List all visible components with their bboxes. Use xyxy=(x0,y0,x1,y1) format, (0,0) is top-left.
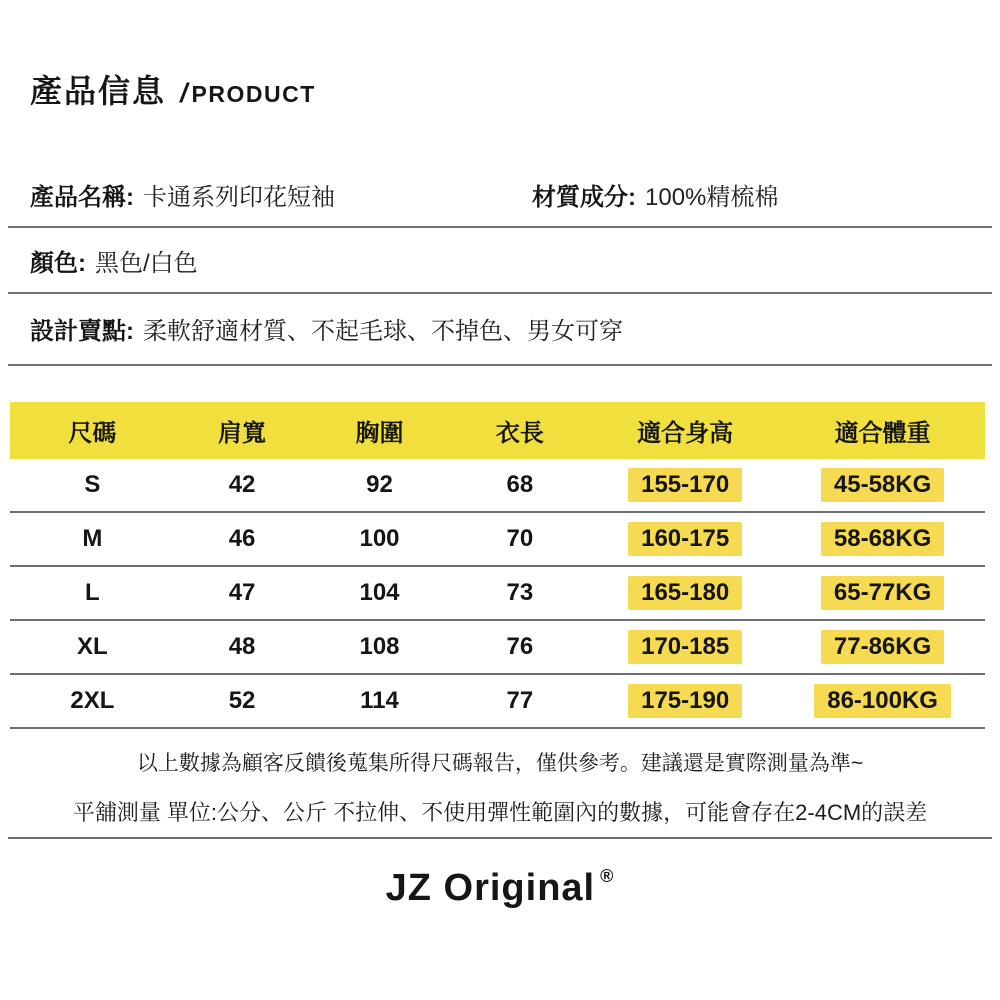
selling-point-value: 柔軟舒適材質、不起毛球、不掉色、男女可穿 xyxy=(143,318,623,345)
cell-shoulder: 47 xyxy=(228,579,256,606)
selling-point-label: 設計賣點: xyxy=(30,318,134,345)
cell-weight xyxy=(780,630,985,664)
cell-weight xyxy=(780,468,985,502)
page-title-en: PRODUCT xyxy=(191,81,316,107)
cell-size: L xyxy=(85,579,100,606)
header-weight: 適合體重 xyxy=(834,420,931,447)
material-label: 材質成分: xyxy=(532,184,636,211)
product-name-label: 產品名稱: xyxy=(30,184,134,211)
cell-length: 70 xyxy=(506,525,534,552)
header-shoulder: 肩寬 xyxy=(218,420,267,447)
cell-size: 2XL xyxy=(70,687,115,714)
size-disclaimer-note: 以上數據為顧客反饋後蒐集所得尺碼報告，僅供參考。建議還是實際測量為準~ xyxy=(136,752,864,775)
header-height: 適合身高 xyxy=(637,420,734,447)
product-name-value: 卡通系列印花短袖 xyxy=(143,184,335,211)
cell-weight xyxy=(780,522,985,556)
cell-weight xyxy=(780,576,985,610)
brand-logo xyxy=(0,866,1000,910)
header-chest: 胸圍 xyxy=(355,420,404,447)
color-label: 顏色: xyxy=(30,250,86,277)
cell-shoulder: 48 xyxy=(228,633,256,660)
divider-line xyxy=(8,226,992,228)
cell-chest: 92 xyxy=(366,471,393,498)
divider-line xyxy=(8,837,992,839)
color-row xyxy=(30,243,198,278)
title-slash-divider: / xyxy=(180,78,188,108)
cell-shoulder: 42 xyxy=(228,471,256,498)
weight-highlight: 77-86KG xyxy=(821,630,944,664)
weight-highlight: 65-77KG xyxy=(821,576,944,610)
header-size: 尺碼 xyxy=(68,420,117,447)
divider-line xyxy=(8,292,992,294)
cell-shoulder: 52 xyxy=(228,687,256,714)
measurement-note: 平舖測量 單位:公分、公斤 不拉伸、不使用彈性範圍內的數據，可能會存在2-4CM的誤差 xyxy=(72,800,928,825)
cell-size: M xyxy=(82,525,103,552)
selling-point-row xyxy=(30,311,623,346)
size-table xyxy=(10,402,985,729)
cell-height xyxy=(590,522,780,556)
page-title-zh: 產品信息 xyxy=(30,73,167,109)
table-row xyxy=(10,513,985,567)
material-row xyxy=(532,177,778,212)
size-table-header-row xyxy=(10,402,985,459)
cell-weight xyxy=(780,684,985,718)
cell-height xyxy=(590,630,780,664)
cell-length: 73 xyxy=(506,579,534,606)
cell-length: 77 xyxy=(506,687,534,714)
cell-length: 68 xyxy=(506,471,534,498)
header-length: 衣長 xyxy=(495,420,544,447)
cell-shoulder: 46 xyxy=(228,525,256,552)
cell-size: S xyxy=(84,471,101,498)
cell-height xyxy=(590,468,780,502)
height-highlight: 175-190 xyxy=(628,684,742,718)
cell-size: XL xyxy=(77,633,108,660)
cell-chest: 100 xyxy=(359,525,400,552)
page-title xyxy=(30,66,316,112)
cell-length: 76 xyxy=(506,633,534,660)
cell-chest: 108 xyxy=(359,633,400,660)
cell-height xyxy=(590,684,780,718)
cell-height xyxy=(590,576,780,610)
height-highlight: 170-185 xyxy=(628,630,742,664)
registered-mark: ® xyxy=(600,866,615,886)
table-row xyxy=(10,459,985,513)
product-name-row xyxy=(30,177,335,212)
material-value: 100%精梳棉 xyxy=(645,184,779,211)
brand-logo-text: JZ Original xyxy=(385,867,596,909)
table-row xyxy=(10,567,985,621)
cell-chest: 114 xyxy=(360,687,399,714)
weight-highlight: 58-68KG xyxy=(821,522,944,556)
divider-line xyxy=(8,364,992,366)
color-value: 黑色/白色 xyxy=(95,250,198,277)
weight-highlight: 86-100KG xyxy=(814,684,951,718)
height-highlight: 165-180 xyxy=(628,576,742,610)
cell-chest: 104 xyxy=(359,579,400,606)
table-row xyxy=(10,621,985,675)
weight-highlight: 45-58KG xyxy=(821,468,944,502)
height-highlight: 160-175 xyxy=(628,522,742,556)
table-row xyxy=(10,675,985,729)
height-highlight: 155-170 xyxy=(628,468,742,502)
